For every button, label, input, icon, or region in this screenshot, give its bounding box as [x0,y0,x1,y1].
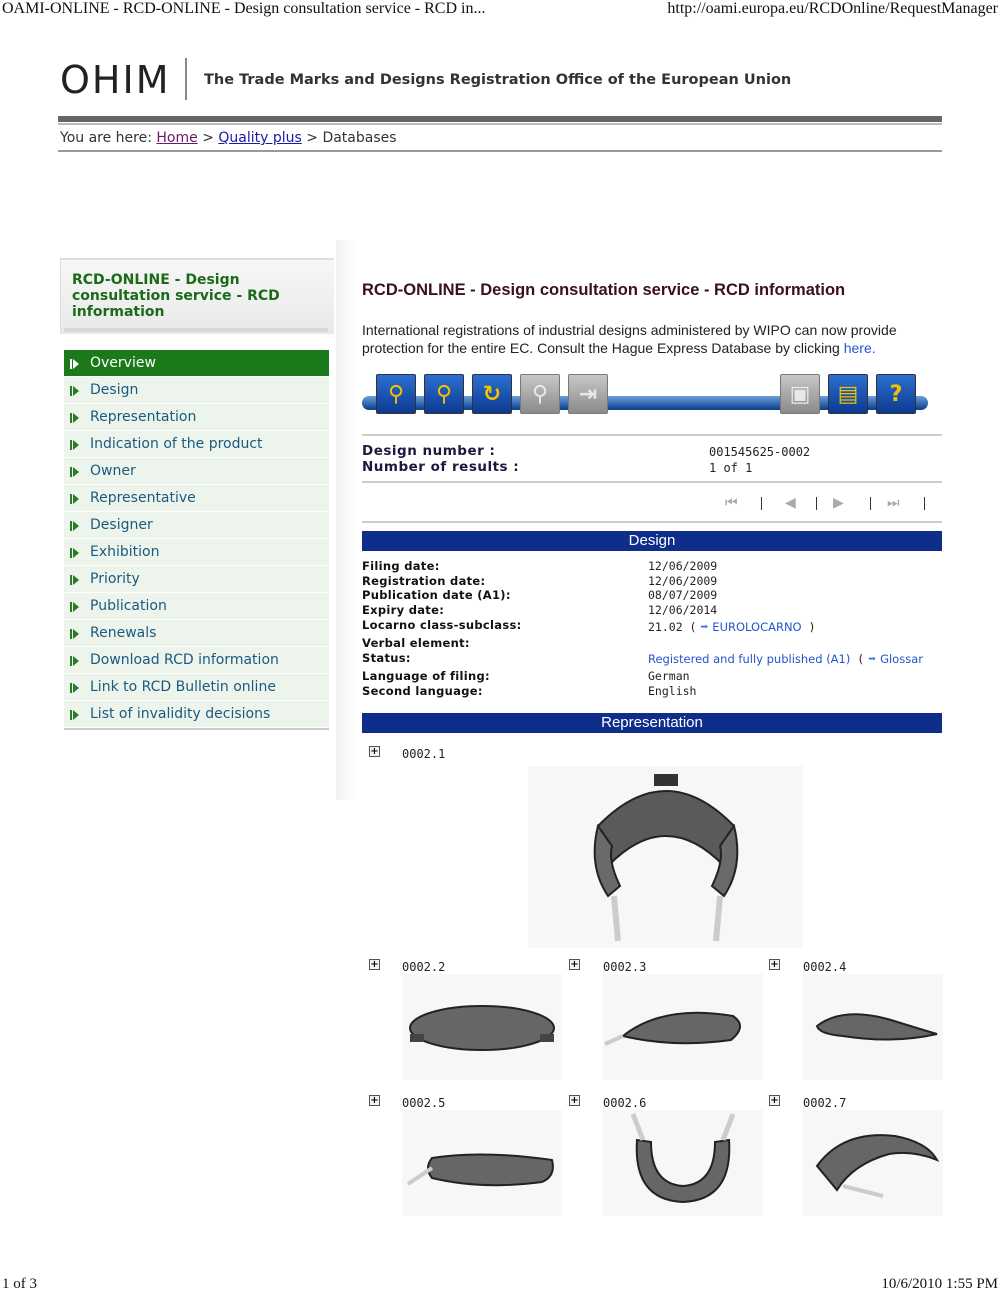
bullet-arrow-icon [73,386,79,396]
design-number-label: Design number : [362,443,496,459]
intro-text [362,321,942,357]
design-section-header: Design [362,531,942,551]
language-value: German [648,669,690,683]
save-icon: ▣ [789,381,811,407]
refresh-search-icon: ↻ [482,381,502,407]
export-icon: ⇥ [578,381,598,407]
last-page-icon[interactable]: ⏭ [887,495,900,511]
design-image-view-1[interactable] [528,766,803,948]
locarno-label: Locarno class-subclass: [362,618,522,632]
previous-page-icon[interactable]: ◀ [785,495,796,511]
breadcrumb-separator: > [202,130,214,146]
link-arrow-icon: ➡ [700,620,709,635]
expand-icon[interactable]: + [370,1095,379,1106]
bullet-arrow-icon [73,683,79,693]
sidebar-item-renewals[interactable] [64,620,329,647]
bullet-arrow-icon [73,710,79,720]
print-page-count: 1 of 3 [2,1276,37,1292]
design-image-view-2[interactable] [402,974,562,1080]
breadcrumb-prefix: You are here: [60,130,152,146]
first-page-icon[interactable]: ⏮ [725,495,738,511]
expand-icon[interactable]: + [770,1095,779,1106]
divider [362,434,942,436]
toolbar [362,374,928,420]
sidebar-item-label: Design [90,382,139,398]
view-label: 0002.5 [402,1096,446,1110]
expand-icon[interactable]: + [370,746,379,757]
registration-date-value: 12/06/2009 [648,574,718,588]
breadcrumb-quality-link[interactable]: Quality plus [218,130,302,146]
publication-date-value: 08/07/2009 [648,588,718,602]
sidebar-item-bulletin[interactable] [64,674,329,701]
expand-icon[interactable]: + [570,959,579,970]
sidebar-item-representative[interactable] [64,485,329,512]
ohim-logo[interactable]: OHIM [60,58,171,102]
bullet-arrow-icon [73,575,79,585]
second-language-label: Second language: [362,684,483,698]
sidebar-menu [64,350,329,730]
sidebar-item-invalidity[interactable] [64,701,329,728]
print-header-url: http://oami.europa.eu/RCDOnline/RequestManager [667,0,998,17]
bullet-arrow-icon [73,548,79,558]
bullet-arrow-icon [73,602,79,612]
print-timestamp: 10/6/2010 1:55 PM [881,1276,998,1292]
design-number-value: 001545625-0002 [709,445,811,459]
design-image-view-4[interactable] [803,974,943,1080]
second-language-value: English [648,684,697,698]
divider [362,481,942,483]
bullet-arrow-icon [73,413,79,423]
refresh-search-button[interactable] [472,374,512,414]
expand-icon[interactable]: + [370,959,379,970]
hague-express-link[interactable]: here. [843,340,876,356]
next-page-icon[interactable]: ▶ [833,495,844,511]
sidebar-item-download[interactable] [64,647,329,674]
export-button[interactable] [568,374,608,414]
pagination-separator [924,497,925,510]
design-image-view-7[interactable] [803,1110,943,1216]
page-title: RCD-ONLINE - Design consultation service - RCD information [362,281,846,299]
help-button[interactable] [876,374,916,414]
breadcrumb-current: Databases [322,130,397,146]
print-button[interactable] [828,374,868,414]
locarno-close: ) [808,620,816,634]
view-label: 0002.4 [803,960,847,974]
pagination-separator [761,497,762,510]
breadcrumb-rule [58,150,942,152]
bullet-arrow-icon [73,440,79,450]
search-button[interactable] [376,374,416,414]
sidebar-item-owner[interactable] [64,458,329,485]
view-label: 0002.7 [803,1096,847,1110]
sidebar-item-label: Renewals [90,625,157,641]
bullet-arrow-icon [73,359,79,369]
view-label: 0002.1 [402,747,446,761]
design-image-view-6[interactable] [603,1110,763,1216]
filing-date-label: Filing date: [362,559,440,573]
sidebar-item-label: Priority [90,571,140,587]
pagination-separator [816,497,817,510]
sidebar-item-publication[interactable] [64,593,329,620]
sidebar-item-representation[interactable] [64,404,329,431]
print-header-title: OAMI-ONLINE - RCD-ONLINE - Design consultation service - RCD in... [2,0,486,17]
verbal-element-label: Verbal element: [362,636,470,650]
sidebar-item-label: List of invalidity decisions [90,706,271,722]
sidebar-item-designer[interactable] [64,512,329,539]
expiry-date-label: Expiry date: [362,603,445,617]
status-paren: ( [857,652,865,666]
sidebar-item-label: Owner [90,463,136,479]
sidebar-item-design[interactable] [64,377,329,404]
eurolocarno-link[interactable]: EUROLOCARNO [712,620,802,634]
design-image-view-5[interactable] [402,1110,562,1216]
expand-icon[interactable]: + [770,959,779,970]
expiry-date-value: 12/06/2014 [648,603,718,617]
header-rule [58,116,942,122]
sidebar-item-label: Designer [90,517,153,533]
sidebar-item-label: Representative [90,490,196,506]
status-label: Status: [362,651,411,665]
pagination [725,495,935,513]
save-button[interactable] [780,374,820,414]
sidebar-title-rule [64,328,328,332]
view-label: 0002.2 [402,960,446,974]
sidebar-title: RCD-ONLINE - Design consultation service - RCD information [72,272,280,320]
sidebar-item-label: Link to RCD Bulletin online [90,679,276,695]
publication-date-label: Publication date (A1): [362,588,511,602]
locarno-class: 21.02 ( [648,620,697,634]
sidebar-item-indication[interactable] [64,431,329,458]
design-image-view-3[interactable] [603,974,763,1080]
results-value: 1 of 1 [709,461,753,475]
status-value [648,652,923,667]
org-title: The Trade Marks and Designs Registration Office of the European Union [204,72,792,88]
print-icon: ▤ [837,381,859,407]
sidebar-item-label: Publication [90,598,167,614]
sidebar-item-label: Indication of the product [90,436,263,452]
search-icon: ⚲ [387,381,405,407]
sidebar-item-overview[interactable] [64,350,329,377]
advanced-search-button[interactable] [424,374,464,414]
representation-section-header: Representation [362,713,942,733]
logo-divider [185,58,187,100]
registration-date-label: Registration date: [362,574,486,588]
zoom-icon: ⚲ [531,381,549,407]
expand-icon[interactable]: + [570,1095,579,1106]
locarno-value [648,620,816,635]
language-label: Language of filing: [362,669,490,683]
view-label: 0002.3 [603,960,647,974]
divider [362,521,942,523]
advanced-search-icon: ⚲ [435,381,453,407]
header-rule-thin [58,123,942,125]
bullet-arrow-icon [73,467,79,477]
status-text: Registered and fully published (A1) [648,652,851,666]
results-label: Number of results : [362,459,520,475]
sidebar-item-label: Representation [90,409,197,425]
sidebar-item-label: Overview [90,355,156,371]
bullet-arrow-icon [73,656,79,666]
link-arrow-icon: ➡ [868,652,877,667]
breadcrumb-home-link[interactable]: Home [156,130,198,146]
zoom-button[interactable] [520,374,560,414]
glossary-link[interactable]: Glossar [880,652,923,666]
view-label: 0002.6 [603,1096,647,1110]
bullet-arrow-icon [73,521,79,531]
breadcrumb-separator: > [306,130,318,146]
sidebar-item-priority[interactable] [64,566,329,593]
breadcrumb [60,130,397,146]
bullet-arrow-icon [73,494,79,504]
sidebar-shadow [336,240,356,800]
bullet-arrow-icon [73,629,79,639]
pagination-separator [870,497,871,510]
sidebar-item-exhibition[interactable] [64,539,329,566]
filing-date-value: 12/06/2009 [648,559,718,573]
help-icon: ? [889,381,903,407]
sidebar-item-label: Exhibition [90,544,160,560]
sidebar-item-label: Download RCD information [90,652,279,668]
intro-body: International registrations of industrial designs administered by WIPO can now provide protection for the entire EC. Consult the Hague Express Database by clicking [362,322,897,356]
